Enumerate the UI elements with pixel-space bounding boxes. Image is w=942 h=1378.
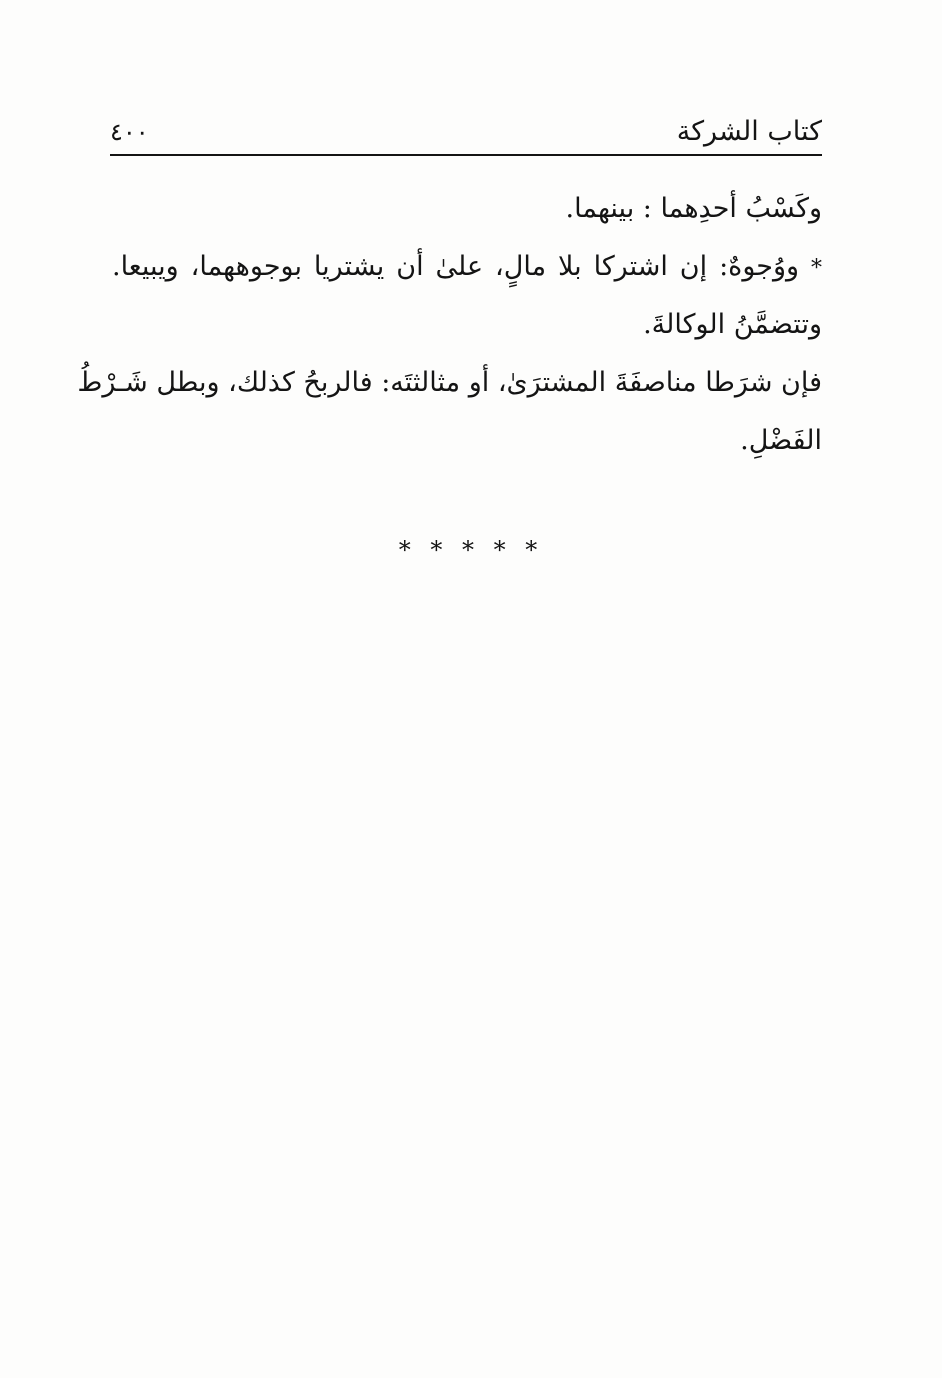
text-line-5 bbox=[112, 412, 822, 470]
text-line-1 bbox=[112, 180, 822, 238]
text-line-4 bbox=[77, 354, 822, 412]
line-2-text: ووُجوهٌ: إن اشتركا بلا مالٍ، علىٰ أن يشتريا بوجوههما، ويبيعا. bbox=[112, 251, 800, 282]
body-text bbox=[77, 180, 822, 470]
line-4-text: فإن شرَطا مناصفَةَ المشترَىٰ، أو مثالثتَه: فالربحُ كذلك، وبطل شَـرْطُ bbox=[77, 367, 822, 398]
line-1-text: وكَسْبُ أحدِهما : بينهما. bbox=[565, 193, 822, 224]
page-number: ٤٠٠ bbox=[110, 118, 149, 146]
header-rule bbox=[110, 154, 822, 156]
text-line-2 bbox=[112, 238, 822, 296]
text-line-3 bbox=[112, 296, 822, 354]
section-divider: * * * * * bbox=[398, 536, 544, 564]
running-title: كتاب الشركة bbox=[676, 116, 822, 147]
line-5-text: الفَضْلِ. bbox=[740, 425, 822, 456]
line-3-text: وتتضمَّنُ الوكالةَ. bbox=[643, 309, 822, 340]
page-header bbox=[110, 112, 822, 152]
section-marker-star: * bbox=[811, 256, 822, 281]
